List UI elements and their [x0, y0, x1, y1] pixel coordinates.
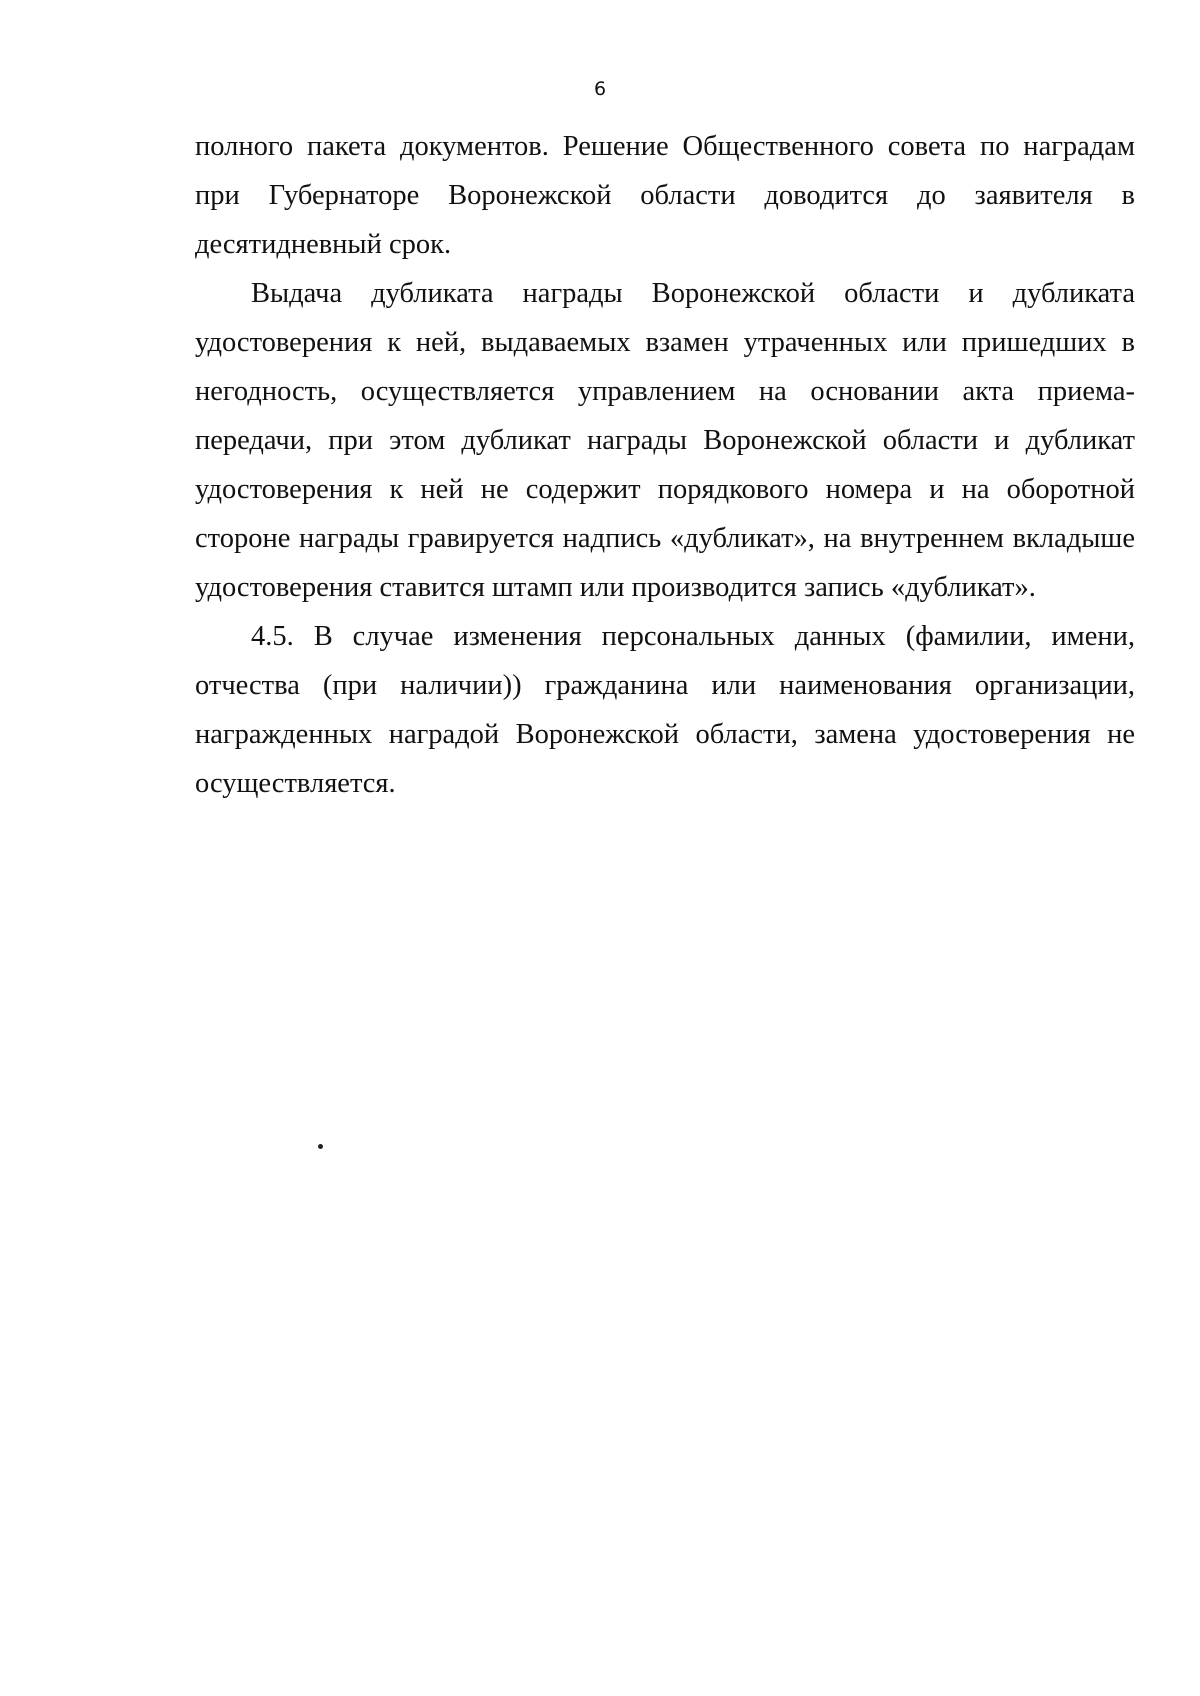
document-body — [195, 122, 1135, 808]
paragraph-4-5: 4.5. В случае изменения персональных данных (фамилии, имени, отчества (при наличии)) гражданина или наименования организации, награжденных наградой Воронежской области, замена удостоверения не осуществляется. — [195, 621, 1135, 799]
paragraph-continuation: полного пакета документов. Решение Общественного совета по наградам при Губернаторе Воронежской области доводится до заявителя в десятидневный срок. — [195, 131, 1135, 260]
stray-dot-mark — [318, 1144, 323, 1149]
page-number: 6 — [593, 78, 607, 100]
paragraph-duplicate-issuance: Выдача дубликата награды Воронежской области и дубликата удостоверения к ней, выдаваемых взамен утраченных или пришедших в негодность, осуществляется управлением на основании акта приема-передачи, при этом дубликат награды Воронежской области и дубликат удостоверения к ней не содержит порядкового номера и на оборотной стороне награды гравируется надпись «дубликат», на внутреннем вкладыше удостоверения ставится штамп или производится запись «дубликат». — [195, 278, 1135, 603]
